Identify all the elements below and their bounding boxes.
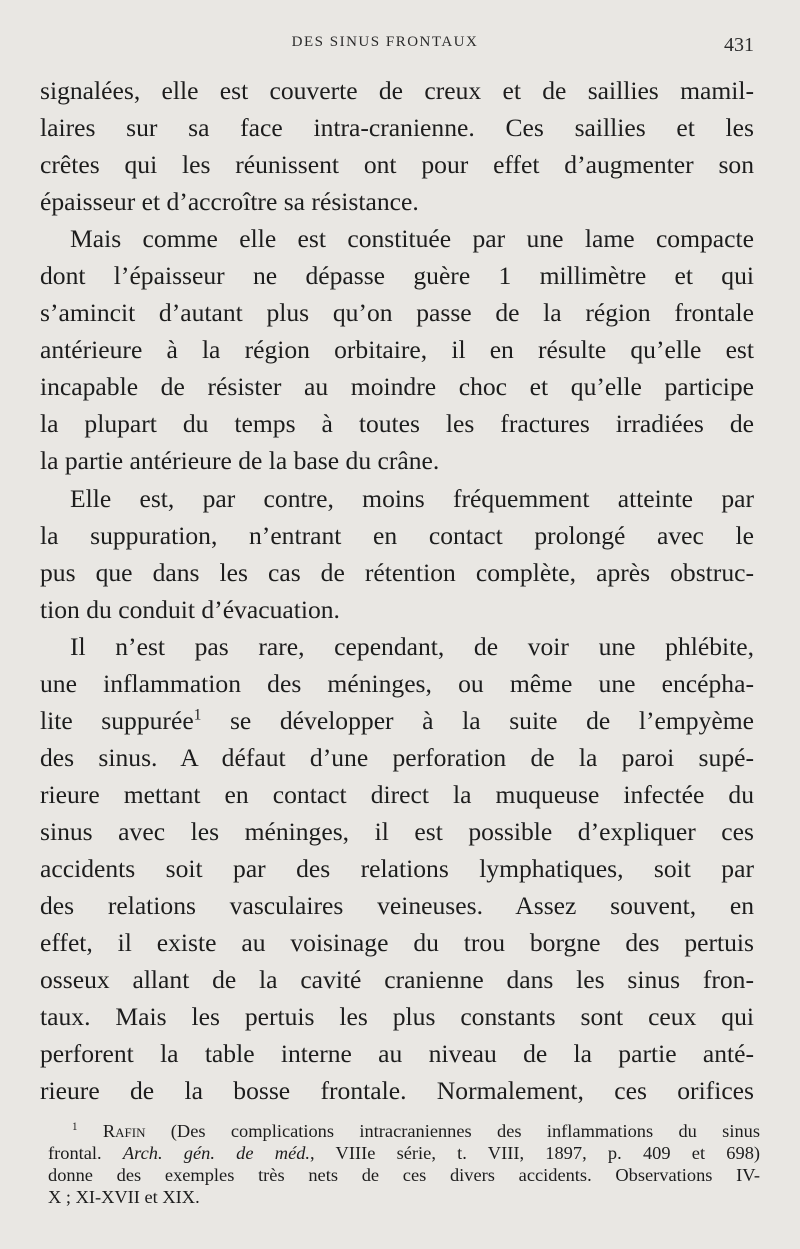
text-line: accidents soit par des relations lymphatiques, soit par [40, 853, 754, 883]
text-line: signalées, elle est couverte de creux et de saillies mamil- [40, 76, 754, 105]
text-line: dont l’épaisseur ne dépasse guère 1 millimètre et qui [40, 261, 754, 291]
text-line: une inflammation des méninges, ou même une encépha- [40, 668, 754, 698]
footnote-line [48, 1120, 760, 1142]
footnote-journal: Arch. gén. de méd. [122, 1143, 311, 1163]
text-line: Mais comme elle est constituée par une lame compacte [70, 224, 754, 254]
text-line: pus que dans les cas de rétention complète, après obstruc- [40, 557, 754, 587]
text-segment: lite suppurée [40, 705, 194, 735]
text-line: effet, il existe au voisinage du trou borgne des pertuis [40, 928, 754, 958]
page-number: 431 [724, 34, 754, 56]
footnotes [48, 1120, 760, 1208]
footnote-text: (Des complications intracraniennes des inflammations du sinus [145, 1121, 760, 1141]
text-line: perforent la table interne au niveau de la partie anté- [40, 1039, 754, 1069]
text-line: tion du conduit d’évacuation. [40, 594, 340, 624]
text-line: épaisseur et d’accroître sa résistance. [40, 187, 419, 217]
text-line: la suppuration, n’entrant en contact prolongé avec le [40, 520, 754, 550]
text-line: laires sur sa face intra-cranienne. Ces saillies et les [40, 113, 754, 143]
text-line: rieure mettant en contact direct la muqueuse infectée du [40, 779, 754, 809]
running-head [0, 34, 800, 58]
text-line: Il n’est pas rare, cependant, de voir une phlébite, [70, 631, 754, 661]
footnote-marker: 1 [72, 1120, 78, 1133]
footnote-text: frontal. [48, 1143, 123, 1163]
text-line: taux. Mais les pertuis les plus constants sont ceux qui [40, 1002, 754, 1032]
text-line: rieure de la bosse frontale. Normalement, ces orifices [40, 1076, 754, 1106]
text-line: la plupart du temps à toutes les fractures irradiées de [40, 409, 754, 439]
text-line: crêtes qui les réunissent ont pour effet d’augmenter son [40, 150, 754, 180]
text-line: des relations vasculaires veineuses. Assez souvent, en [40, 891, 754, 921]
text-segment: se développer à la suite de l’empyème [201, 705, 754, 735]
footnote-author: Rafin [102, 1121, 146, 1141]
footnote-line: X ; XI-XVII et XIX. [48, 1187, 200, 1207]
text-line-with-footnote-ref [40, 702, 754, 739]
text-line: sinus avec les méninges, il est possible d’expliquer ces [40, 816, 754, 846]
footnote-reference: 1 [193, 706, 202, 724]
footnote-line [48, 1142, 760, 1164]
footnote-text: , VIIIe série, t. VIII, 1897, p. 409 et 698) [310, 1143, 760, 1163]
running-title: DES SINUS FRONTAUX [291, 34, 479, 50]
text-line: s’amincit d’autant plus qu’on passe de la région frontale [40, 298, 754, 328]
text-line: incapable de résister au moindre choc et qu’elle participe [40, 372, 754, 402]
text-line: antérieure à la région orbitaire, il en résulte qu’elle est [40, 335, 754, 365]
text-line: des sinus. A défaut d’une perforation de la paroi supé- [40, 742, 754, 772]
body-text [40, 72, 754, 1109]
text-line: la partie antérieure de la base du crâne. [40, 446, 440, 476]
text-line: osseux allant de la cavité cranienne dans les sinus fron- [40, 965, 754, 995]
text-line: Elle est, par contre, moins fréquemment atteinte par [70, 483, 754, 513]
footnote-line: donne des exemples très nets de ces divers accidents. Observations IV- [48, 1165, 760, 1185]
